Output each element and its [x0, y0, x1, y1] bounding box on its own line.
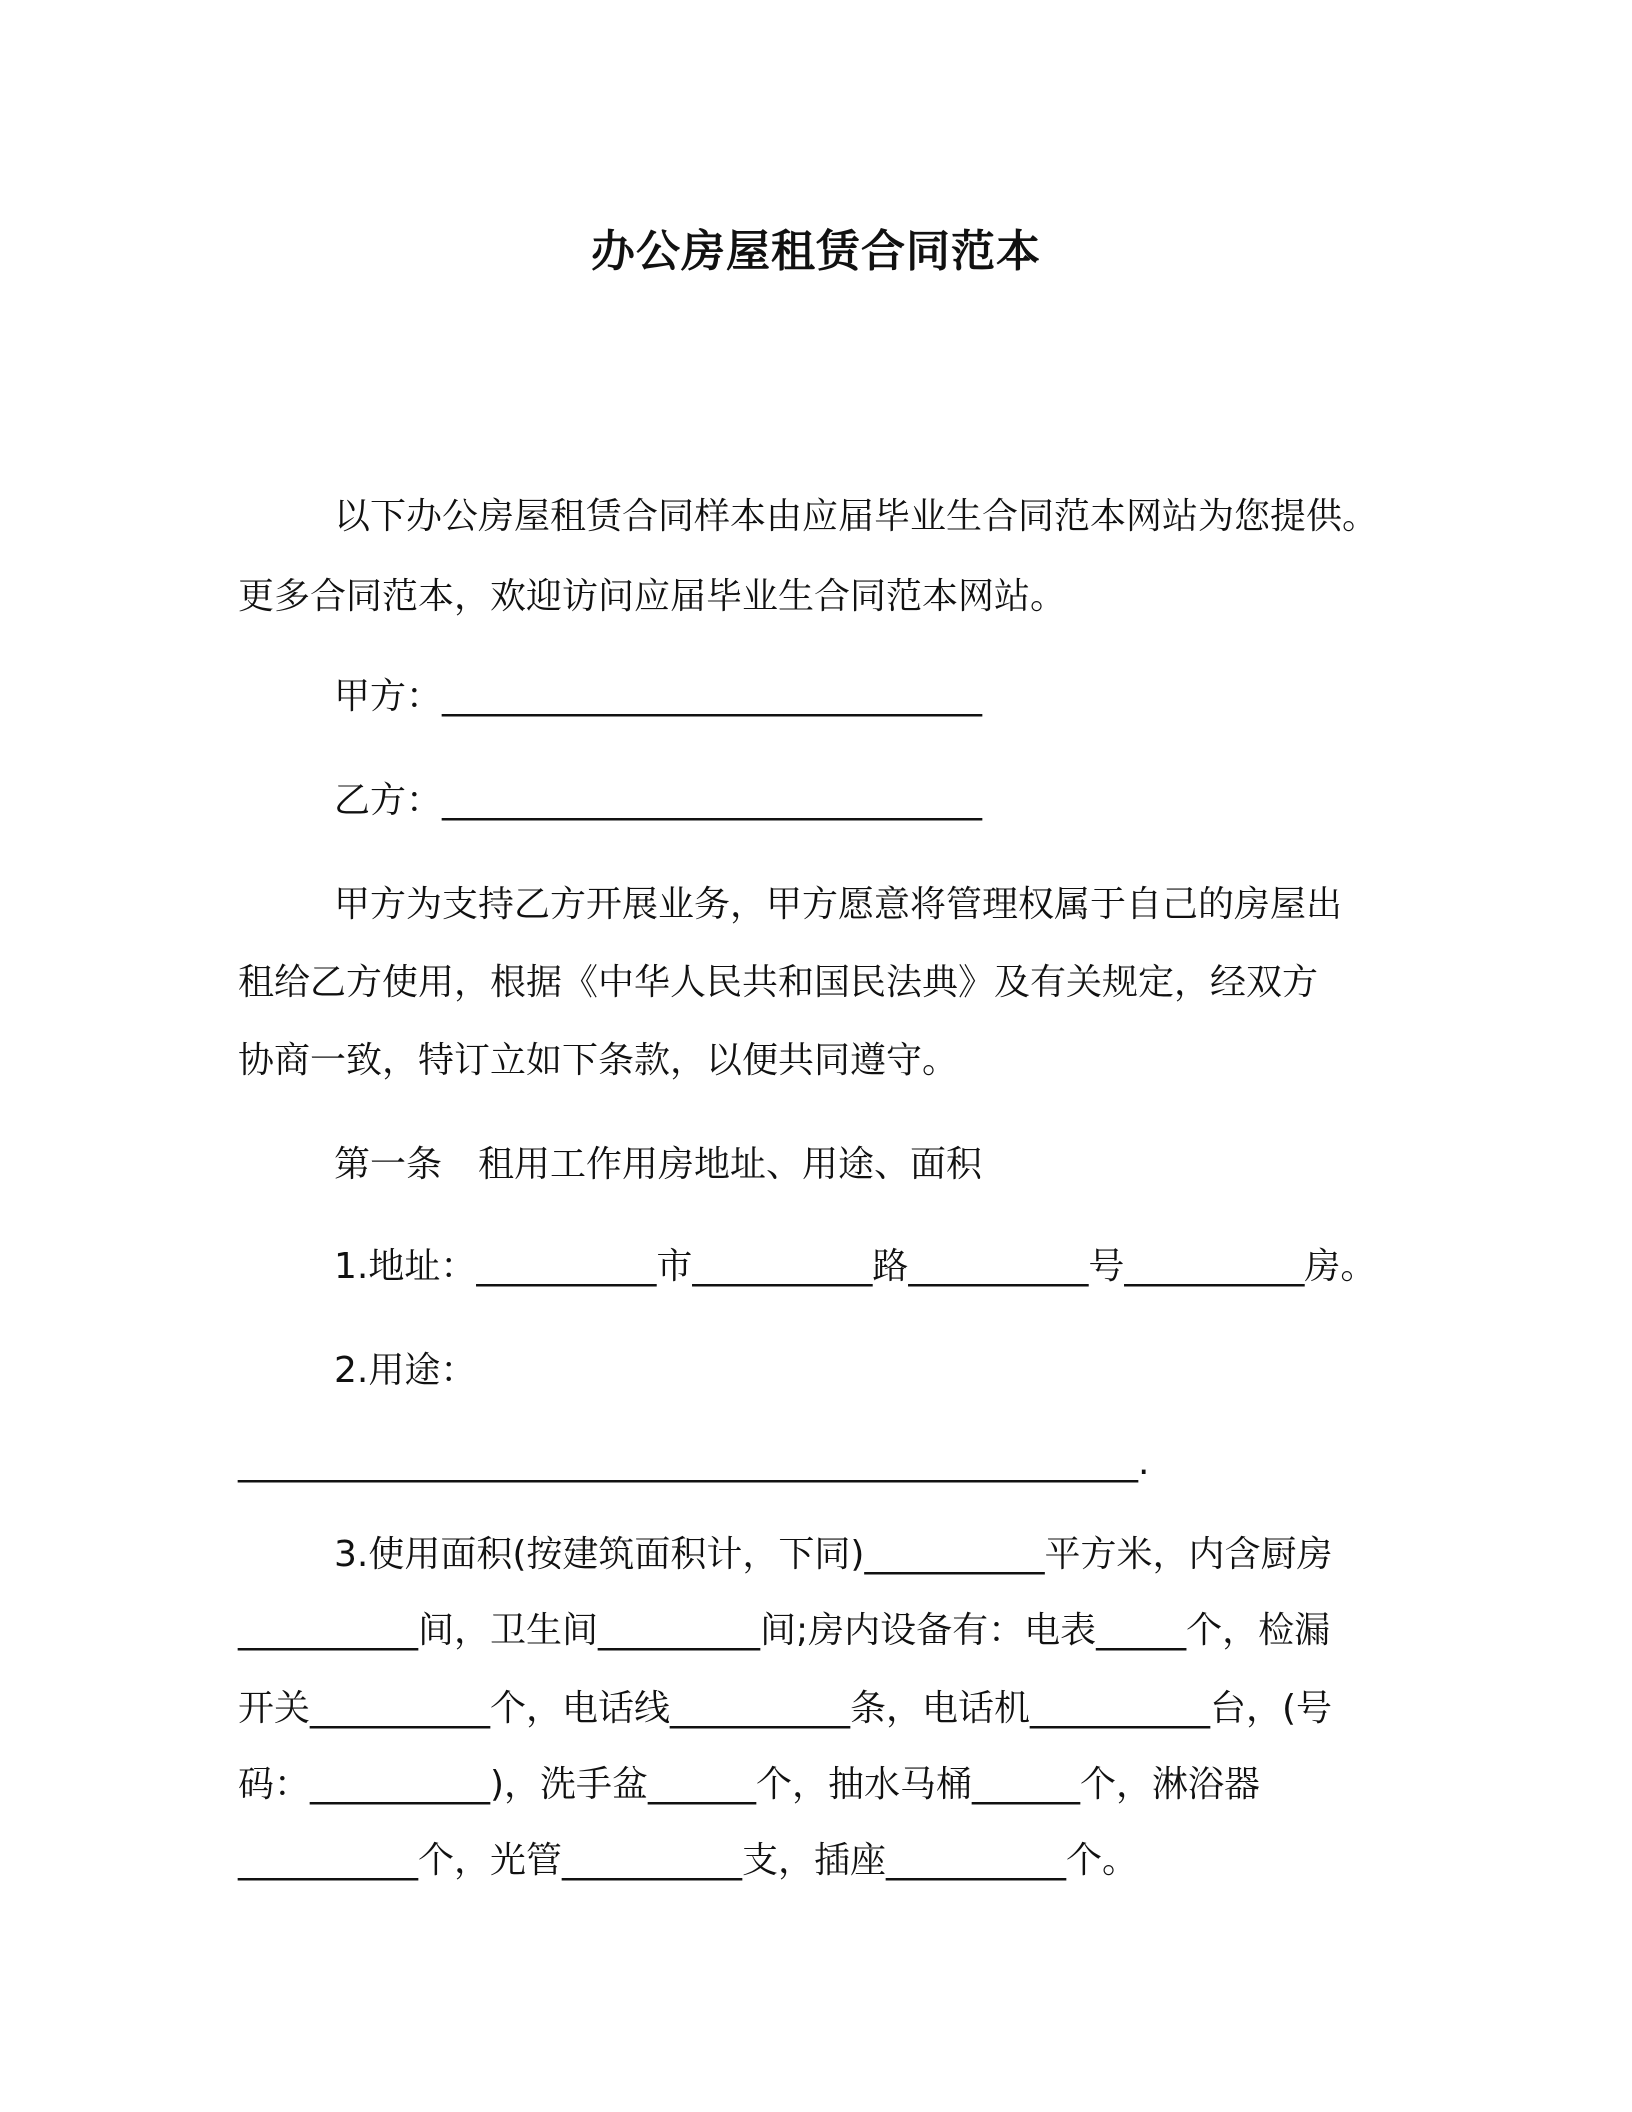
address-line: 1.地址：__________市__________路__________号__________房。 — [334, 1246, 1377, 1287]
preamble-line-3: 协商一致，特订立如下条款，以便共同遵守。 — [238, 1040, 959, 1081]
document-title: 办公房屋租赁合同范本 — [591, 226, 1041, 277]
area-line-1: 3.使用面积(按建筑面积计，下同)__________平方米，内含厨房 — [334, 1534, 1333, 1575]
preamble-line-1: 甲方为支持乙方开展业务，甲方愿意将管理权属于自己的房屋出 — [334, 884, 1343, 925]
area-line-3: 开关__________个，电话线__________条，电话机__________台，(号 — [238, 1688, 1333, 1729]
purpose-blank-line: __________________________________________________. — [238, 1442, 1150, 1483]
party-a-line: 甲方：______________________________ — [334, 676, 983, 717]
party-b-line: 乙方：______________________________ — [334, 780, 983, 821]
area-line-2: __________间，卫生间_________间;房内设备有：电表_____个，检漏 — [238, 1610, 1331, 1651]
purpose-label: 2.用途： — [334, 1350, 477, 1391]
paragraph-intro-line-2: 更多合同范本，欢迎访问应届毕业生合同范本网站。 — [238, 576, 1067, 617]
area-line-5: __________个，光管__________支，插座__________个。 — [238, 1840, 1139, 1881]
paragraph-intro-line-1: 以下办公房屋租赁合同样本由应届毕业生合同范本网站为您提供。 — [334, 496, 1379, 537]
preamble-line-2: 租给乙方使用，根据《中华人民共和国民法典》及有关规定，经双方 — [238, 962, 1319, 1003]
article-1-heading: 第一条 租用工作用房地址、用途、面积 — [334, 1144, 983, 1185]
area-line-4: 码：__________)，洗手盆______个，抽水马桶______个，淋浴器 — [238, 1764, 1261, 1805]
